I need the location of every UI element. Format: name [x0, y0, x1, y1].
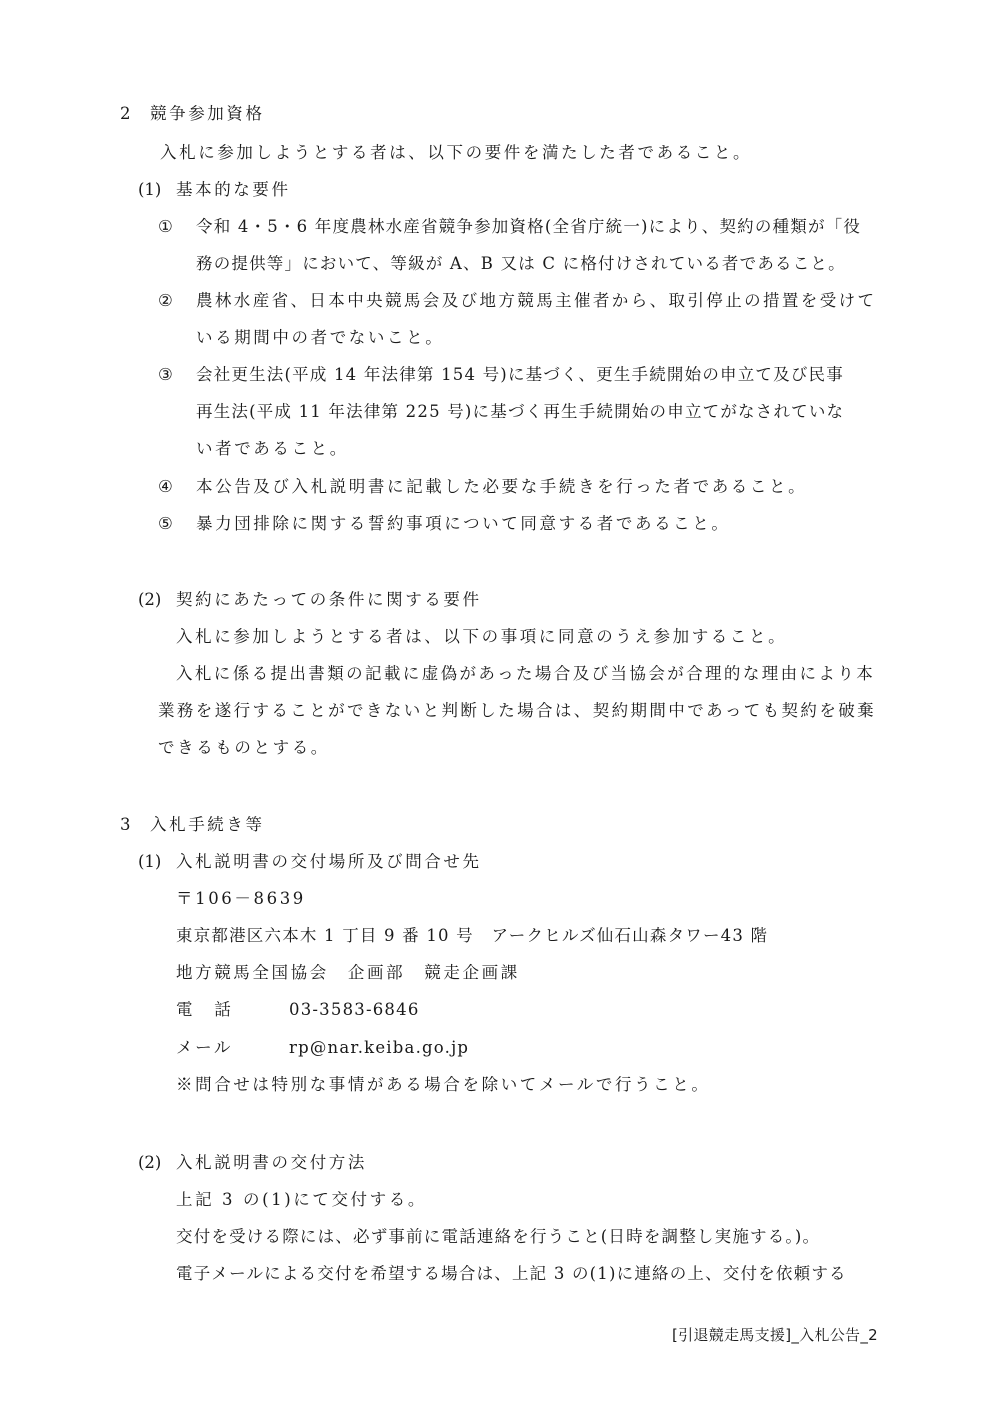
email-address: rp@nar.keiba.go.jp	[289, 1038, 470, 1057]
section-2-number: 2	[120, 104, 131, 123]
requirement-2-line-2: いる期間中の者でないこと。	[196, 328, 445, 347]
section-3-heading: 入札手続き等	[150, 815, 265, 834]
requirement-2-mark: ②	[158, 291, 173, 310]
subsection-3-2-number: (2)	[138, 1153, 162, 1172]
requirement-3-line-1: 会社更生法(平成 14 年法律第 154 号)に基づく、更生手続開始の申立て及び民事	[196, 365, 844, 384]
requirement-2-line-1: 農林水産省、日本中央競馬会及び地方競馬主催者から、取引停止の措置を受けて	[196, 291, 877, 310]
inquiry-note: ※問合せは特別な事情がある場合を除いてメールで行うこと。	[176, 1075, 711, 1094]
subsection-2-2-paragraph-2-line-3: できるものとする。	[158, 738, 330, 757]
page-footer: [引退競走馬支援]_入札公告_2	[671, 1326, 878, 1344]
requirement-3-line-2: 再生法(平成 11 年法律第 225 号)に基づく再生手続開始の申立てがなされていな	[196, 402, 845, 421]
requirement-1-line-1: 令和 4・5・6 年度農林水産省競争参加資格(全省庁統一)により、契約の種類が「役	[196, 217, 862, 236]
subsection-2-1-number: (1)	[138, 180, 162, 199]
requirement-1-mark: ①	[158, 217, 173, 236]
requirement-5-mark: ⑤	[158, 514, 173, 533]
subsection-2-2-number: (2)	[138, 590, 162, 609]
phone-label: 電 話	[176, 1000, 234, 1019]
subsection-3-1-number: (1)	[138, 852, 162, 871]
section-2-intro: 入札に参加しようとする者は、以下の要件を満たした者であること。	[160, 143, 753, 162]
subsection-3-2-heading: 入札説明書の交付方法	[176, 1153, 367, 1172]
requirement-5-line-1: 暴力団排除に関する誓約事項について同意する者であること。	[196, 514, 731, 533]
subsection-3-1-heading: 入札説明書の交付場所及び問合せ先	[176, 852, 482, 871]
postal-code: 〒106－8639	[176, 889, 306, 908]
subsection-2-1-heading: 基本的な要件	[176, 180, 291, 199]
section-2-heading: 競争参加資格	[150, 104, 265, 123]
email-label: メール	[176, 1038, 233, 1057]
subsection-2-2-heading: 契約にあたっての条件に関する要件	[176, 590, 482, 609]
subsection-3-2-line-2: 交付を受ける際には、必ず事前に電話連絡を行うこと(日時を調整し実施する。)。	[176, 1227, 821, 1246]
section-3-number: 3	[120, 815, 131, 834]
requirement-3-mark: ③	[158, 365, 173, 384]
subsection-2-2-paragraph-2-line-2: 業務を遂行することができないと判断した場合は、契約期間中であっても契約を破棄	[158, 701, 877, 720]
requirement-3-line-3: い者であること。	[196, 439, 349, 458]
phone-number: 03-3583-6846	[289, 1000, 420, 1019]
organization: 地方競馬全国協会 企画部 競走企画課	[176, 963, 520, 982]
subsection-2-2-paragraph-1: 入札に参加しようとする者は、以下の事項に同意のうえ参加すること。	[176, 627, 788, 646]
requirement-4-mark: ④	[158, 477, 173, 496]
subsection-2-2-paragraph-2-line-1: 入札に係る提出書類の記載に虚偽があった場合及び当協会が合理的な理由により本	[176, 664, 876, 683]
requirement-4-line-1: 本公告及び入札説明書に記載した必要な手続きを行った者であること。	[196, 477, 808, 496]
address: 東京都港区六本木 1 丁目 9 番 10 号 アークヒルズ仙石山森タワー43 階	[176, 926, 769, 945]
requirement-1-line-2: 務の提供等」において、等級が A、B 又は C に格付けされている者であること。	[196, 254, 846, 273]
subsection-3-2-line-3: 電子メールによる交付を希望する場合は、上記 3 の(1)に連絡の上、交付を依頼する	[176, 1264, 847, 1283]
subsection-3-2-line-1: 上記 3 の(1)にて交付する。	[176, 1190, 427, 1209]
